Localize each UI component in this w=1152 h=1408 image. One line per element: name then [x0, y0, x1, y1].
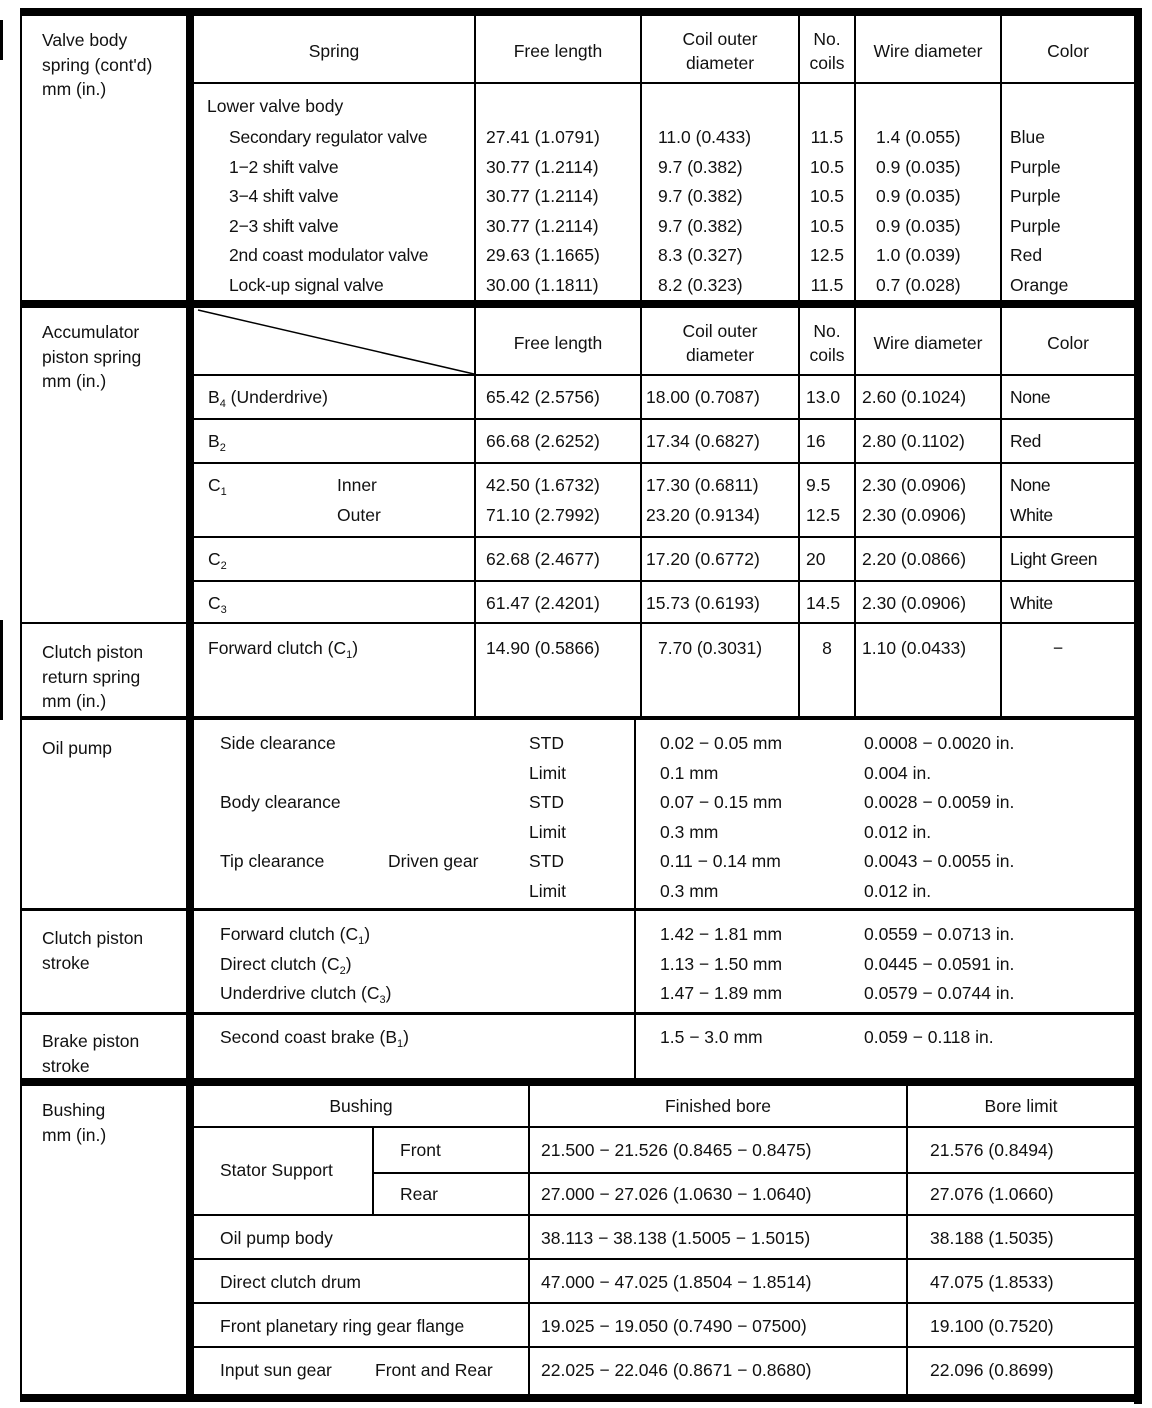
wire-diameter-value: 2.30 (0.0906) [862, 505, 967, 525]
coil-outer-value: 17.34 (0.6827) [646, 431, 760, 451]
coil-outer-value: 17.20 (0.6772) [646, 549, 760, 569]
bushing-name: Rear [400, 1184, 438, 1204]
wire-diameter-value: 2.80 (0.1102) [862, 431, 965, 451]
oil-pump-mm: 0.3 mm [660, 821, 719, 842]
free-length-value: 30.77 (1.2114) [486, 215, 599, 236]
bushing-header-bushing: Bushing [329, 1096, 393, 1116]
coil-outer-value: 9.7 (0.382) [658, 186, 743, 206]
no-coils-value: 12.5 [806, 505, 841, 525]
oil-pump-in: 0.0043 − 0.0055 in. [864, 851, 1015, 871]
color-value: Red [1010, 431, 1041, 451]
oil-pump-item: Side clearance [220, 733, 336, 753]
bushing-name: Input sun gear [220, 1360, 332, 1380]
spring-name: 2nd coast modulator valve [229, 245, 429, 265]
free-length-value: 66.68 (2.6252) [486, 431, 600, 451]
wire-diameter-value: 0.9 (0.035) [876, 156, 961, 177]
no-coils-value: 10.5 [809, 215, 845, 236]
bushing-name: Front [400, 1140, 441, 1160]
color-value: Blue [1010, 127, 1046, 147]
wire-diameter-value: 0.9 (0.035) [876, 186, 961, 206]
no-coils-value: 11.5 [810, 274, 844, 295]
col-header-spring: Spring [308, 41, 360, 61]
bore-limit-value: 19.100 (0.7520) [930, 1316, 1054, 1336]
spring-sublabel: Inner [337, 475, 377, 495]
no-coils-value: 12.5 [809, 245, 845, 265]
spring-sublabel: Outer [337, 505, 381, 525]
bore-limit-value: 38.188 (1.5035) [930, 1228, 1054, 1248]
coil-outer-value: 8.2 (0.323) [658, 274, 743, 295]
spring-name: $C_3$ [208, 593, 227, 616]
color-value: Orange [1010, 274, 1069, 295]
free-length-value: 42.50 (1.6732) [486, 475, 600, 495]
clutch-stroke-mm: 1.13 − 1.50 mm [660, 953, 783, 974]
clutch-stroke-name: Underdrive clutch $(C_3)$ [220, 983, 392, 1006]
no-coils-value: 13.0 [806, 387, 841, 407]
color-value: None [1010, 387, 1051, 407]
finished-bore-value: 21.500 − 21.526 (0.8465 − 0.8475) [541, 1140, 812, 1160]
no-coils-value: 11.5 [810, 127, 844, 147]
section-label-oil-pump: Oil pump [42, 738, 113, 758]
oil-pump-in: 0.012 in. [864, 821, 932, 842]
spring-name: 1−2 shift valve [229, 156, 339, 177]
wire-diameter-value: 1.4 (0.055) [876, 127, 961, 147]
col-header-free-length: Free length [513, 41, 603, 61]
bushing-header-limit: Bore limit [984, 1096, 1058, 1116]
wire-diameter-value: 2.30 (0.0906) [862, 475, 967, 495]
clutch-return-free: 14.90 (0.5866) [486, 638, 600, 658]
section-label-clutch-return: Clutch piston return spring mm (in.) [42, 642, 144, 711]
coil-outer-value: 15.73 (0.6193) [646, 593, 760, 613]
oil-pump-type: STD [529, 792, 564, 812]
coil-outer-value: 17.30 (0.6811) [646, 475, 759, 495]
col-header-color: Color [1047, 41, 1089, 61]
wire-diameter-value: 2.30 (0.0906) [862, 593, 967, 613]
oil-pump-item: Tip clearance [220, 851, 325, 871]
section-label-valve-body: Valve body spring (cont'd) mm (in.) [42, 30, 153, 99]
free-length-value: 62.68 (2.4677) [486, 549, 600, 569]
acc-col-header-free-length: Free length [513, 333, 603, 353]
brake-stroke-in: 0.059 − 0.118 in. [864, 1027, 994, 1047]
oil-pump-in: 0.0008 − 0.0020 in. [864, 733, 1015, 753]
coil-outer-value: 9.7 (0.382) [658, 156, 743, 177]
color-value: White [1010, 593, 1053, 613]
acc-col-header-coil-outer: Coil outer diameter [682, 321, 758, 365]
oil-pump-type: Limit [529, 880, 566, 901]
spring-name: Lock-up signal valve [229, 274, 384, 295]
clutch-stroke-in: 0.0559 − 0.0713 in. [864, 924, 1015, 944]
clutch-return-color: − [1052, 638, 1064, 658]
color-value: White [1010, 505, 1053, 525]
oil-pump-item: Body clearance [220, 792, 341, 812]
oil-pump-mm: 0.02 − 0.05 mm [660, 733, 783, 753]
free-length-value: 27.41 (1.0791) [486, 127, 600, 147]
coil-outer-value: 23.20 (0.9134) [646, 505, 760, 525]
bushing-name: Front planetary ring gear flange [220, 1316, 465, 1336]
spring-name: 3−4 shift valve [229, 186, 339, 206]
clutch-return-coils: 8 [822, 638, 832, 658]
oil-pump-type: Limit [529, 821, 566, 842]
oil-pump-in: 0.012 in. [864, 880, 932, 901]
clutch-stroke-mm: 1.42 − 1.81 mm [660, 924, 783, 944]
oil-pump-in: 0.0028 − 0.0059 in. [864, 792, 1015, 812]
oil-pump-type: Limit [529, 762, 566, 783]
no-coils-value: 16 [806, 431, 826, 451]
oil-pump-mm: 0.07 − 0.15 mm [660, 792, 783, 812]
acc-col-header-color: Color [1047, 333, 1089, 353]
bushing-name: Direct clutch drum [220, 1272, 362, 1292]
coil-outer-value: 11.0 (0.433) [658, 127, 752, 147]
no-coils-value: 10.5 [809, 186, 845, 206]
no-coils-value: 9.5 [806, 475, 831, 495]
oil-pump-mm: 0.1 mm [660, 762, 719, 783]
finished-bore-value: 19.025 − 19.050 (0.7490 − 07500) [541, 1316, 807, 1336]
spring-name: $C_1$ [208, 475, 227, 498]
oil-pump-mm: 0.3 mm [660, 880, 719, 901]
oil-pump-mm: 0.11 − 0.14 mm [660, 851, 781, 871]
oil-pump-in: 0.004 in. [864, 762, 932, 783]
color-value: Purple [1010, 215, 1061, 236]
spring-name: 2−3 shift valve [229, 215, 339, 236]
color-value: Light Green [1010, 549, 1098, 569]
no-coils-value: 20 [806, 549, 826, 569]
free-length-value: 61.47 (2.4201) [486, 593, 600, 613]
color-value: None [1010, 475, 1051, 495]
oil-pump-type: STD [529, 733, 564, 753]
oil-pump-subitem: Driven gear [388, 851, 479, 871]
clutch-stroke-name: Forward clutch $(C_1)$ [220, 924, 371, 947]
section-label-clutch-stroke: Clutch piston stroke [42, 928, 144, 973]
bore-limit-value: 21.576 (0.8494) [930, 1140, 1054, 1160]
free-length-value: 71.10 (2.7992) [486, 505, 600, 525]
color-value: Red [1010, 245, 1043, 265]
bushing-stator-label: Stator Support [220, 1160, 333, 1180]
wire-diameter-value: 0.7 (0.028) [876, 274, 961, 295]
bushing-name-2: Front and Rear [375, 1360, 493, 1380]
spring-name: $B_2$ [208, 431, 226, 454]
finished-bore-value: 38.113 − 38.138 (1.5005 − 1.5015) [541, 1228, 811, 1248]
no-coils-value: 10.5 [809, 156, 845, 177]
coil-outer-value: 18.00 (0.7087) [646, 387, 760, 407]
coil-outer-value: 9.7 (0.382) [658, 215, 743, 236]
free-length-value: 30.77 (1.2114) [486, 186, 599, 206]
finished-bore-value: 22.025 − 22.046 (0.8671 − 0.8680) [541, 1360, 812, 1380]
brake-stroke-mm: 1.5 − 3.0 mm [660, 1027, 763, 1047]
no-coils-value: 14.5 [806, 593, 841, 613]
finished-bore-value: 47.000 − 47.025 (1.8504 − 1.8514) [541, 1272, 812, 1292]
acc-col-header-wire: Wire diameter [873, 333, 983, 353]
color-value: Purple [1010, 186, 1061, 206]
bore-limit-value: 47.075 (1.8533) [930, 1272, 1054, 1292]
free-length-value: 30.77 (1.2114) [486, 156, 599, 177]
clutch-return-coil: 7.70 (0.3031) [658, 638, 763, 658]
wire-diameter-value: 1.0 (0.039) [876, 245, 961, 265]
clutch-stroke-name: Direct clutch $(C_2)$ [220, 953, 352, 977]
free-length-value: 30.00 (1.1811) [486, 274, 599, 295]
header-diagonal [194, 308, 476, 376]
finished-bore-value: 27.000 − 27.026 (1.0630 − 1.0640) [541, 1184, 812, 1204]
section-label-accumulator: Accumulator piston spring mm (in.) [42, 322, 142, 391]
clutch-return-name: Forward clutch $(C_1)$ [208, 638, 359, 661]
bore-limit-value: 22.096 (0.8699) [930, 1360, 1054, 1380]
wire-diameter-value: 0.9 (0.035) [876, 215, 961, 236]
free-length-value: 29.63 (1.1665) [486, 245, 600, 265]
wire-diameter-value: 2.60 (0.1024) [862, 387, 967, 407]
free-length-value: 65.42 (2.5756) [486, 387, 600, 407]
clutch-stroke-mm: 1.47 − 1.89 mm [660, 983, 783, 1003]
section-label-bushing: Bushing mm (in.) [42, 1100, 107, 1145]
clutch-return-wire: 1.10 (0.0433) [862, 638, 967, 658]
group-label: Lower valve body [207, 96, 344, 116]
clutch-stroke-in: 0.0579 − 0.0744 in. [864, 983, 1015, 1003]
spring-name: $B_4$ (Underdrive) [208, 387, 328, 410]
bushing-name: Oil pump body [220, 1228, 333, 1248]
col-header-wire: Wire diameter [873, 41, 983, 61]
spring-name: $C_2$ [208, 549, 227, 572]
color-value: Purple [1010, 156, 1061, 177]
bore-limit-value: 27.076 (1.0660) [930, 1184, 1054, 1204]
brake-stroke-name: Second coast brake $(B_1)$ [220, 1027, 409, 1050]
section-label-brake-stroke: Brake piston stroke [42, 1031, 140, 1076]
col-header-coil-outer: Coil outer diameter [682, 29, 758, 73]
coil-outer-value: 8.3 (0.327) [658, 245, 743, 265]
bushing-header-bore: Finished bore [664, 1096, 772, 1116]
wire-diameter-value: 2.20 (0.0866) [862, 549, 967, 569]
spring-name: Secondary regulator valve [229, 127, 428, 147]
col-header-no-coils: No. coils [809, 29, 845, 73]
oil-pump-type: STD [529, 851, 564, 871]
acc-col-header-no-coils: No. coils [809, 321, 845, 365]
clutch-stroke-in: 0.0445 − 0.0591 in. [864, 953, 1015, 974]
